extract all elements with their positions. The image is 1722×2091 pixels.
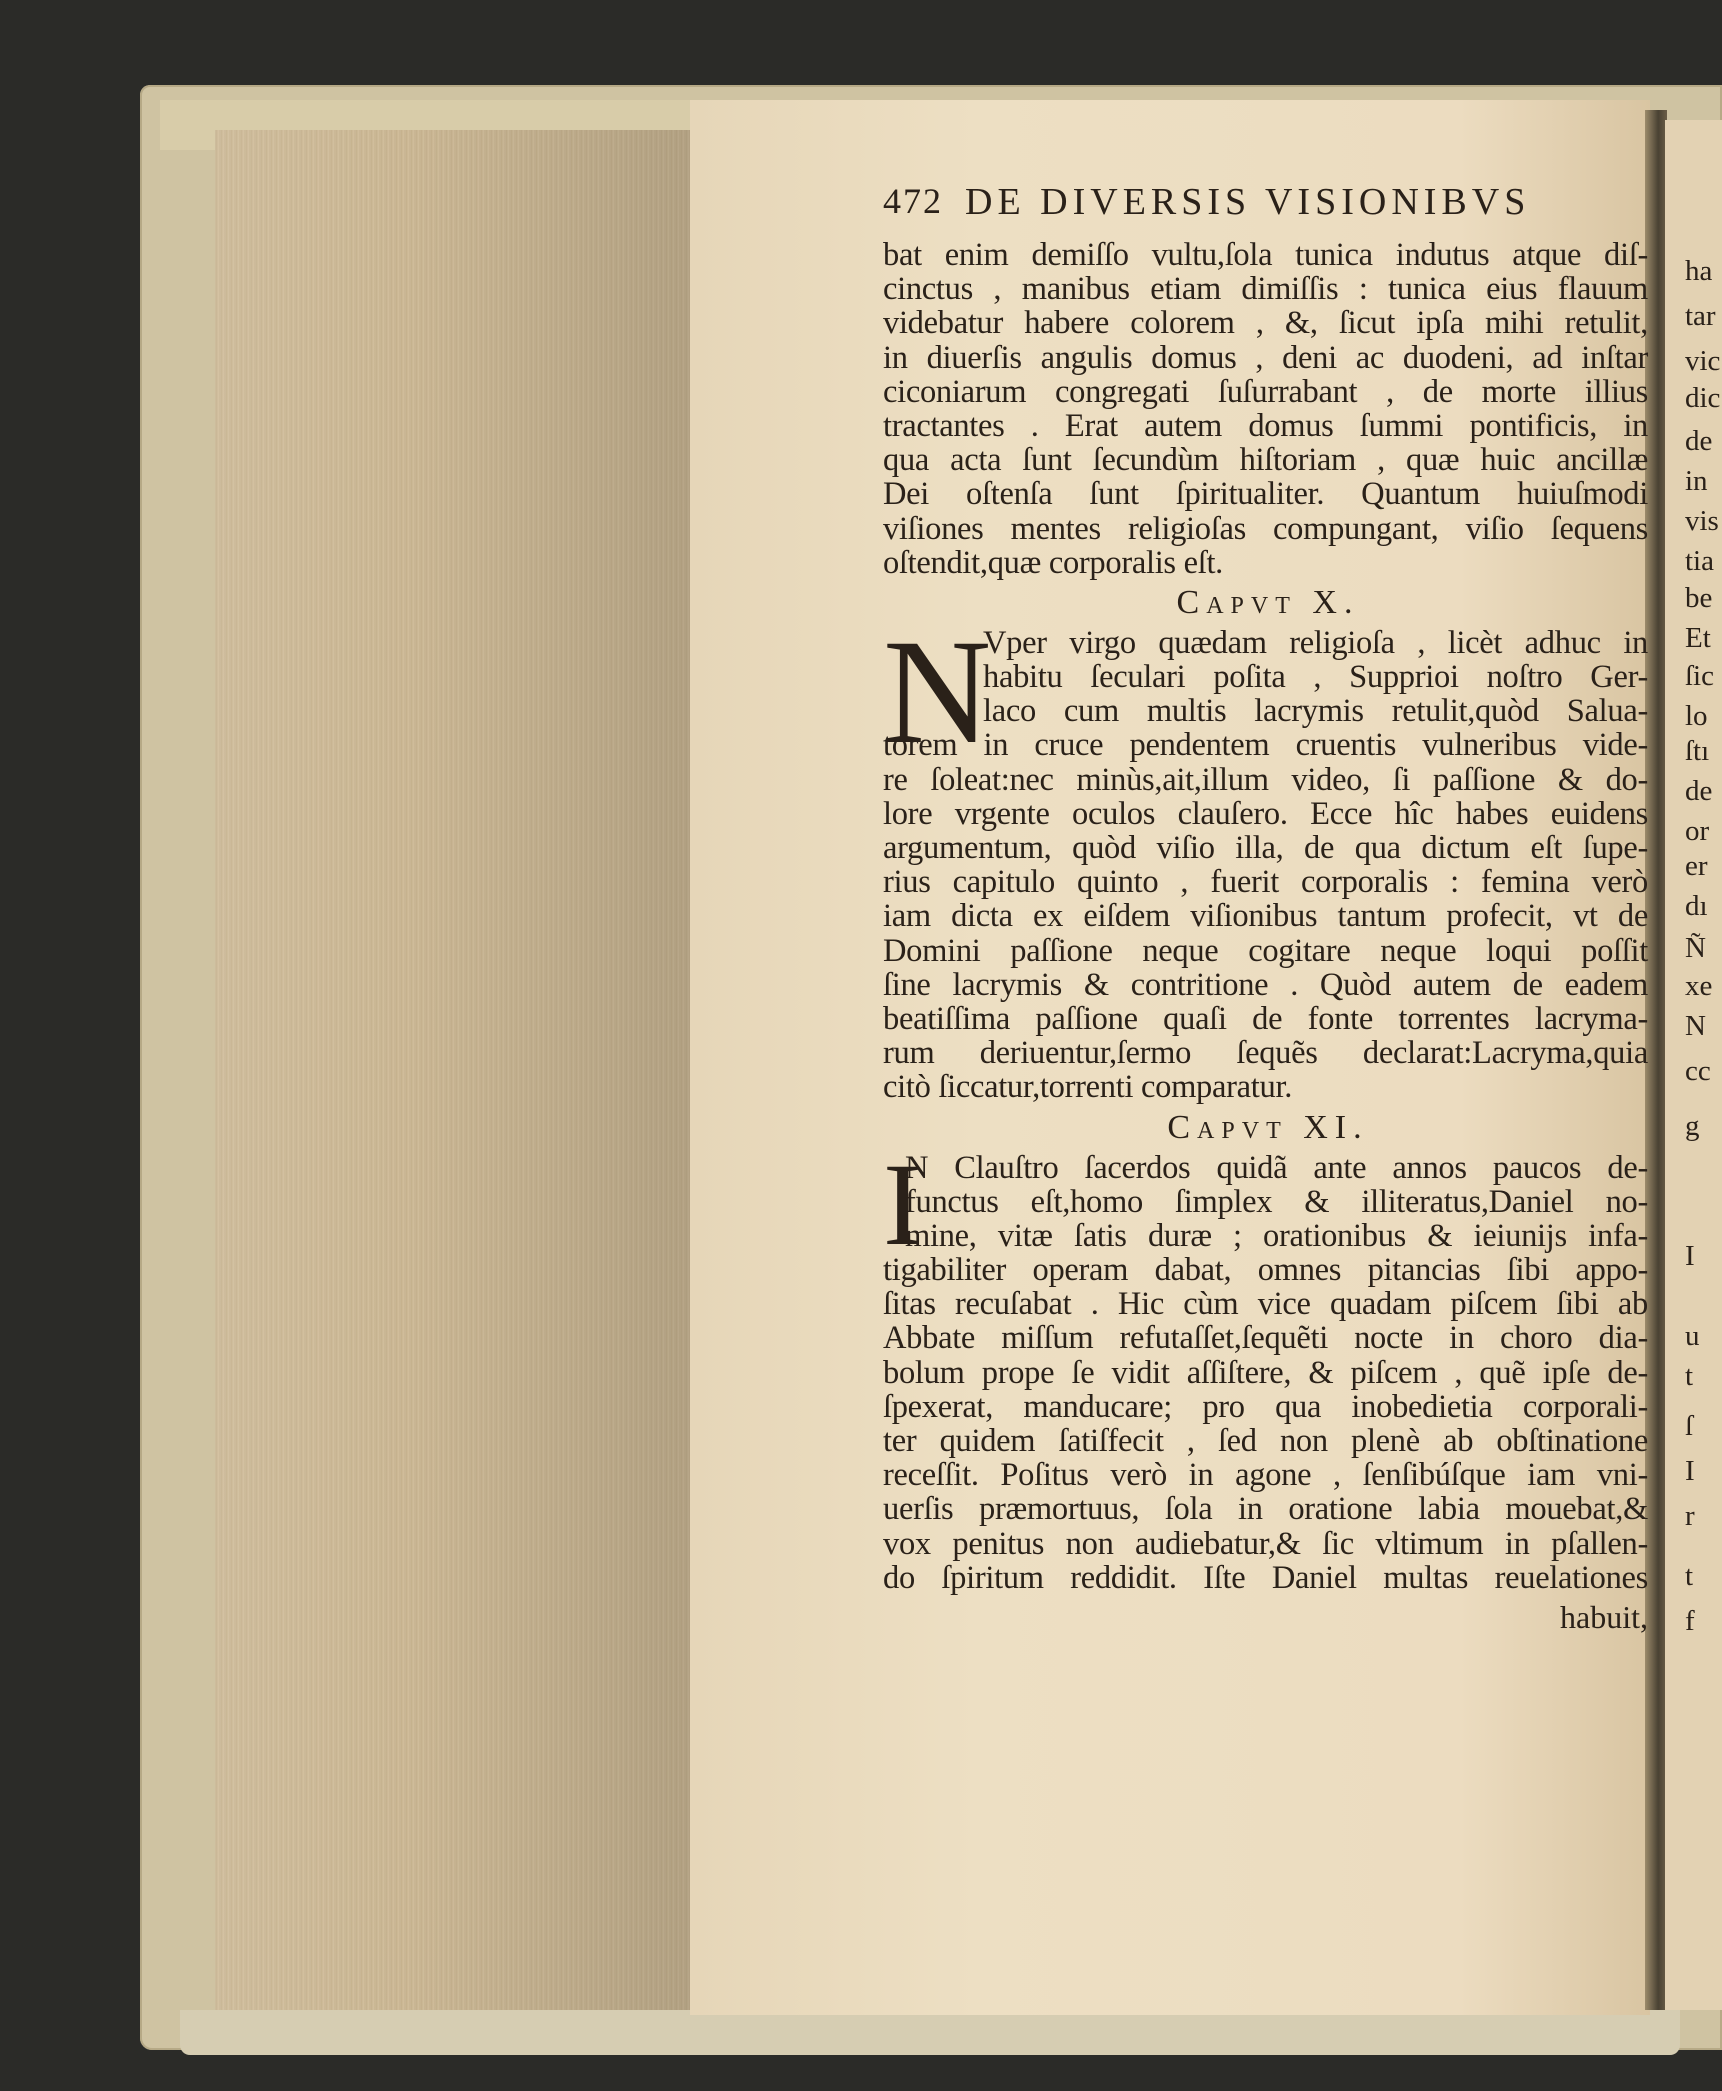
text-line: receſſit. Poſitus verò in agone , ſenſibúſque iam vni- (883, 1457, 1648, 1494)
text-line: ſitas recuſabat . Hic cùm vice quadam piſcem ſibi ab (883, 1286, 1648, 1323)
page-text-block (883, 180, 1653, 1635)
text-line: habitu ſeculari poſita , Supprioi noſtro Ger- (983, 659, 1648, 696)
facing-page-fragment: vic (1685, 345, 1721, 377)
text-line: do ſpiritum reddidit. Iſte Daniel multas reuelationes (883, 1559, 1648, 1596)
text-line: ſpexerat, manducare; pro qua inobedietia corporali- (883, 1388, 1648, 1425)
text-line: beatiſſima paſſione quaſi de fonte torrentes lacryma- (883, 1000, 1648, 1037)
text-line: cinctus , manibus etiam dimiſſis : tunica eius flauum (883, 271, 1648, 308)
text-line: iam dicta ex eiſdem viſionibus tantum profecit, vt de (883, 898, 1648, 935)
next-page-edge (1665, 120, 1722, 2010)
facing-page-fragment: lo (1685, 700, 1708, 732)
facing-page-fragment: t (1685, 1360, 1694, 1392)
facing-page-fragment: ha (1685, 255, 1713, 287)
facing-page-fragment: g (1685, 1110, 1700, 1142)
facing-page-fragment: xe (1685, 970, 1713, 1002)
text-line: functus eſt,homo ſimplex & illiteratus,Daniel no- (905, 1183, 1648, 1220)
text-line: argumentum, quòd viſio illa, de qua dictum eſt ſupe- (883, 830, 1648, 866)
facing-page-fragment: tar (1685, 300, 1716, 332)
text-line: rum deriuentur,ſermo ſequẽs declarat:Lacryma,quia (883, 1035, 1648, 1072)
facing-page-fragment: t (1685, 1560, 1694, 1592)
page-header (883, 180, 1648, 238)
text-line: Vper virgo quædam religioſa , licèt adhuc in (983, 624, 1648, 661)
text-line: ſine lacrymis & contritione . Quòd autem de eadem (883, 966, 1648, 1003)
chapter-body (883, 1138, 1653, 1635)
text-line: ciconiarum congregati ſuſurrabant , de morte illius (883, 373, 1648, 410)
facing-page-fragment: I (1685, 1240, 1695, 1272)
text-line: vox penitus non audiebatur,& ſic vltimum in pſallen- (883, 1525, 1648, 1562)
page-number: 472 (883, 181, 943, 221)
drop-capital: N (883, 608, 992, 775)
text-line: lore vrgente oculos clauſero. Ecce hîc habes euidens (883, 795, 1648, 832)
facing-page-fragment: ſ (1685, 1410, 1694, 1442)
text-line: bolum prope ſe vidit aſſiſtere, & piſcem , quẽ ipſe de- (883, 1354, 1648, 1391)
catchword: habuit, (1560, 1598, 1648, 1635)
text-line: videbatur habere colorem , &, ſicut ipſa mihi retulit, (883, 305, 1648, 342)
section-text (883, 238, 1653, 580)
text-line: citò ſiccatur,torrenti comparatur. (883, 1069, 1293, 1106)
text-line: ter quidem ſatiſfecit , ſed non plenè ab obſtinatione (883, 1423, 1648, 1459)
facing-page-fragment: er (1685, 850, 1708, 882)
facing-page-fragment: de (1685, 425, 1713, 457)
text-line: Abbate miſſum refutaſſet,ſequẽti nocte in choro dia- (883, 1320, 1648, 1357)
text-line: tigabiliter operam dabat, omnes pitancias ſibi appo- (883, 1252, 1648, 1289)
drop-capital: I (883, 1138, 923, 1270)
facing-page-fragment: Ñ (1685, 932, 1706, 964)
facing-page-fragment: Et (1685, 622, 1711, 654)
facing-page-fragment: f (1685, 1605, 1695, 1637)
text-line: re ſoleat:nec minùs,ait,illum video, ſi paſſione & do- (883, 761, 1648, 798)
chapter-heading: Capvt X. (1176, 583, 1360, 621)
running-head: DE DIVERSIS VISIONIBVS (965, 181, 1531, 223)
text-line: viſiones mentes religioſas compungant, viſio ſequens (883, 510, 1648, 547)
facing-page-fragment: dic (1685, 382, 1721, 414)
text-line: Dei oſtenſa ſunt ſpiritualiter. Quantum huiuſmodi (883, 476, 1648, 513)
facing-page-fragment: N (1685, 1010, 1706, 1042)
text-line: oſtendit,quæ corporalis eſt. (883, 544, 1224, 581)
chapter-heading: Capvt XI. (1167, 1108, 1369, 1146)
text-line: mine, vitæ ſatis duræ ; orationibus & ieiunijs infa- (905, 1217, 1648, 1254)
text-line: torem in cruce pendentem cruentis vulneribus vide- (883, 727, 1648, 764)
text-line: laco cum multis lacrymis retulit,quòd Salua- (983, 693, 1648, 730)
facing-page-fragment: cc (1685, 1055, 1711, 1087)
facing-page-fragment: I (1685, 1455, 1695, 1487)
book-bottom-edge (180, 2010, 1680, 2055)
facing-page-fragment: r (1685, 1500, 1695, 1532)
facing-page-fragment: vis (1685, 505, 1719, 537)
facing-page-fragment: de (1685, 775, 1713, 807)
chapter-body (883, 608, 1653, 1106)
text-line: in diuerſis angulis domus , deni ac duodeni, ad inſtar (883, 339, 1648, 376)
text-line: qua acta ſunt ſecundùm hiſtoriam , quæ huic ancillæ (883, 442, 1648, 479)
text-line: Domini paſſione neque cogitare neque loqui poſſit (883, 932, 1648, 969)
facing-page-fragment: tia (1685, 545, 1714, 577)
text-line: N Clauſtro ſacerdos quidã ante annos paucos de- (905, 1149, 1648, 1186)
facing-page-fragment: ſtı (1685, 735, 1710, 767)
text-line: bat enim demiſſo vultu,ſola tunica indutus atque diſ- (883, 237, 1648, 273)
text-line: tractantes . Erat autem domus ſummi pontificis, in (883, 407, 1648, 444)
facing-page-fragment: ſic (1685, 660, 1714, 692)
facing-page-fragment: or (1685, 815, 1710, 847)
page-block-shade (215, 130, 690, 2010)
facing-page-fragment: dı (1685, 890, 1708, 922)
facing-page-fragment: u (1685, 1320, 1700, 1352)
facing-page-fragment: be (1685, 582, 1713, 614)
text-line: rius capitulo quinto , fuerit corporalis : femina verò (883, 864, 1648, 901)
text-line: uerſis præmortuus, ſola in oratione labia mouebat,& (883, 1491, 1648, 1528)
facing-page-fragment: in (1685, 465, 1708, 497)
